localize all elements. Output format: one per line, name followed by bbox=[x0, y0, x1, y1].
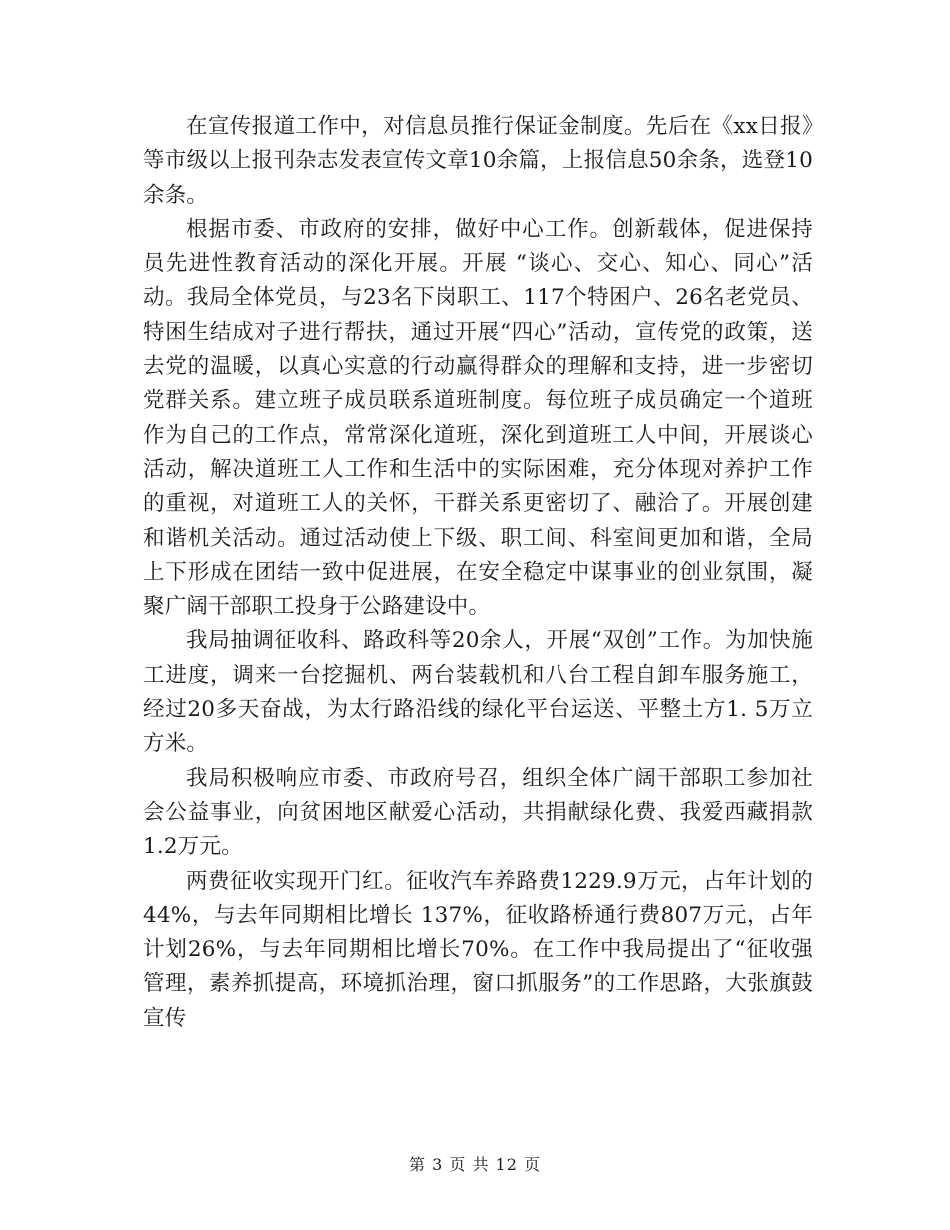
page-footer bbox=[0, 1152, 950, 1175]
paragraph-publicity: 在宣传报道工作中，对信息员推行保证金制度。先后在《xx日报》等市级以上报刊杂志发表宣传文章10余篇，上报信息50余条，选登10余条。 bbox=[143, 114, 813, 208]
page-number: 第 3 页 共 12 页 bbox=[409, 1155, 541, 1174]
paragraph-double-creation: 我局抽调征收科、路政科等20余人，开展“双创”工作。为加快施工进度，调来一台挖掘机、两台装载机和八台工程自卸车服务施工，经过20多天奋战，为太行路沿线的绿化平台运送、平整土方1. 5万立方米。 bbox=[143, 628, 813, 757]
paragraph-central-work: 根据市委、市政府的安排，做好中心工作。创新载体，促进保持员先进性教育活动的深化开展。开展 “谈心、交心、知心、同心”活动。我局全体党员，与23名下岗职工、117个特困户、26名老党员、特困生结成对子进行帮扶，通过开展“四心”活动，宣传党的政策，送去党的温暖，以真心实意的行动赢得群众的理解和支持，进一步密切党群关系。建立班子成员联系道班制度。每位班子成员确定一个道班作为自己的工作点，常常深化道班，深化到道班工人中间，开展谈心活动，解决道班工人工作和生活中的实际困难，充分体现对养护工作的重视，对道班工人的关怀，干群关系更密切了、融洽了。开展创建和谐机关活动。通过活动使上下级、职工间、科室间更加和谐，全局上下形成在团结一致中促进展，在安全稳定中谋事业的创业氛围，凝聚广阔干部职工投身于公路建设中。 bbox=[143, 216, 813, 620]
document-body bbox=[143, 110, 813, 1036]
paragraph-fee-collection: 两费征收实现开门红。征收汽车养路费1229.9万元，占年计划的44%，与去年同期相比增长 137%，征收路桥通行费807万元，占年计划26%，与去年同期相比增长70%。在工作中我局提出了“征收强管理，素养抓提高，环境抓治理，窗口抓服务”的工作思路，大张旗鼓宣传 bbox=[143, 868, 813, 1031]
paragraph-public-welfare: 我局积极响应市委、市政府号召，组织全体广阔干部职工参加社会公益事业，向贫困地区献爱心活动，共捐献绿化费、我爱西藏捐款1.2万元。 bbox=[143, 765, 813, 860]
